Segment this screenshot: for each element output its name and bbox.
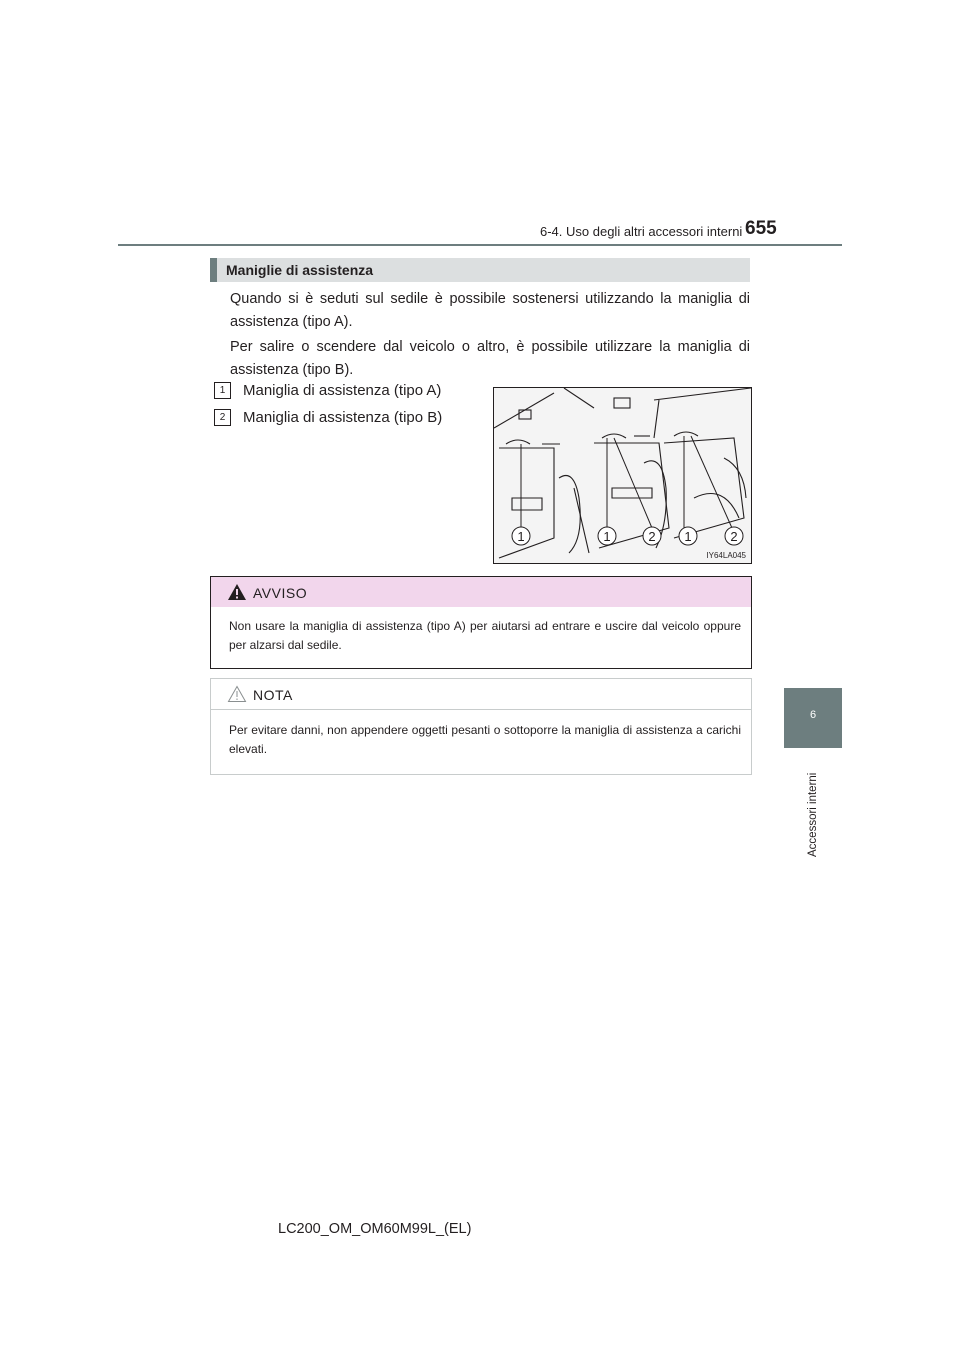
page-number: 655 — [745, 218, 777, 239]
chapter-tab-number: 6 — [809, 709, 817, 721]
illustration-code: IY64LA045 — [706, 551, 746, 560]
chapter-tab-label: Accessori interni — [807, 772, 819, 857]
illustration-marker: 1 — [684, 529, 692, 544]
callout-item — [214, 409, 442, 426]
header-section-title: 6-4. Uso degli altri accessori interni — [540, 224, 743, 239]
body-paragraph: Per salire o scendere dal veicolo o altro, è possibile utilizzare la maniglia di assistenza (tipo B). — [230, 339, 750, 378]
note-box — [210, 678, 752, 775]
footer-document-code: LC200_OM_OM60M99L_(EL) — [278, 1221, 472, 1237]
caution-triangle-outline-icon — [227, 685, 247, 708]
illustration-marker: 1 — [517, 529, 525, 544]
warning-box — [210, 576, 752, 669]
warning-text: Non usare la maniglia di assistenza (tipo A) per aiutarsi ad entrare e uscire dal veicolo oppure per alzarsi dal sedile. — [229, 619, 741, 652]
note-header — [211, 679, 751, 710]
warning-triangle-icon — [227, 583, 247, 606]
note-title: NOTA — [253, 687, 293, 703]
section-heading-bar — [210, 258, 750, 282]
warning-header — [211, 577, 751, 607]
body-paragraph: Quando si è seduti sul sedile è possibile sostenersi utilizzando la maniglia di assistenza (tipo A). — [230, 291, 750, 330]
section-heading-accent — [210, 258, 217, 282]
note-text: Per evitare danni, non appendere oggetti pesanti o sottoporre la maniglia di assistenza a carichi elevati. — [229, 723, 741, 756]
interior-drawing — [494, 388, 751, 563]
callout-number-2: 2 — [214, 409, 231, 426]
header-rule — [118, 244, 842, 246]
illustration-marker: 2 — [730, 529, 738, 544]
illustration-marker: 2 — [648, 529, 656, 544]
illustration-marker: 1 — [603, 529, 611, 544]
callout-label: Maniglia di assistenza (tipo B) — [243, 409, 443, 426]
callout-item — [214, 382, 441, 399]
section-heading-title: Maniglie di assistenza — [226, 262, 374, 278]
callout-label: Maniglia di assistenza (tipo A) — [243, 382, 442, 399]
vehicle-interior-illustration — [493, 387, 752, 564]
callout-number-1: 1 — [214, 382, 231, 399]
warning-title: AVVISO — [253, 585, 308, 601]
